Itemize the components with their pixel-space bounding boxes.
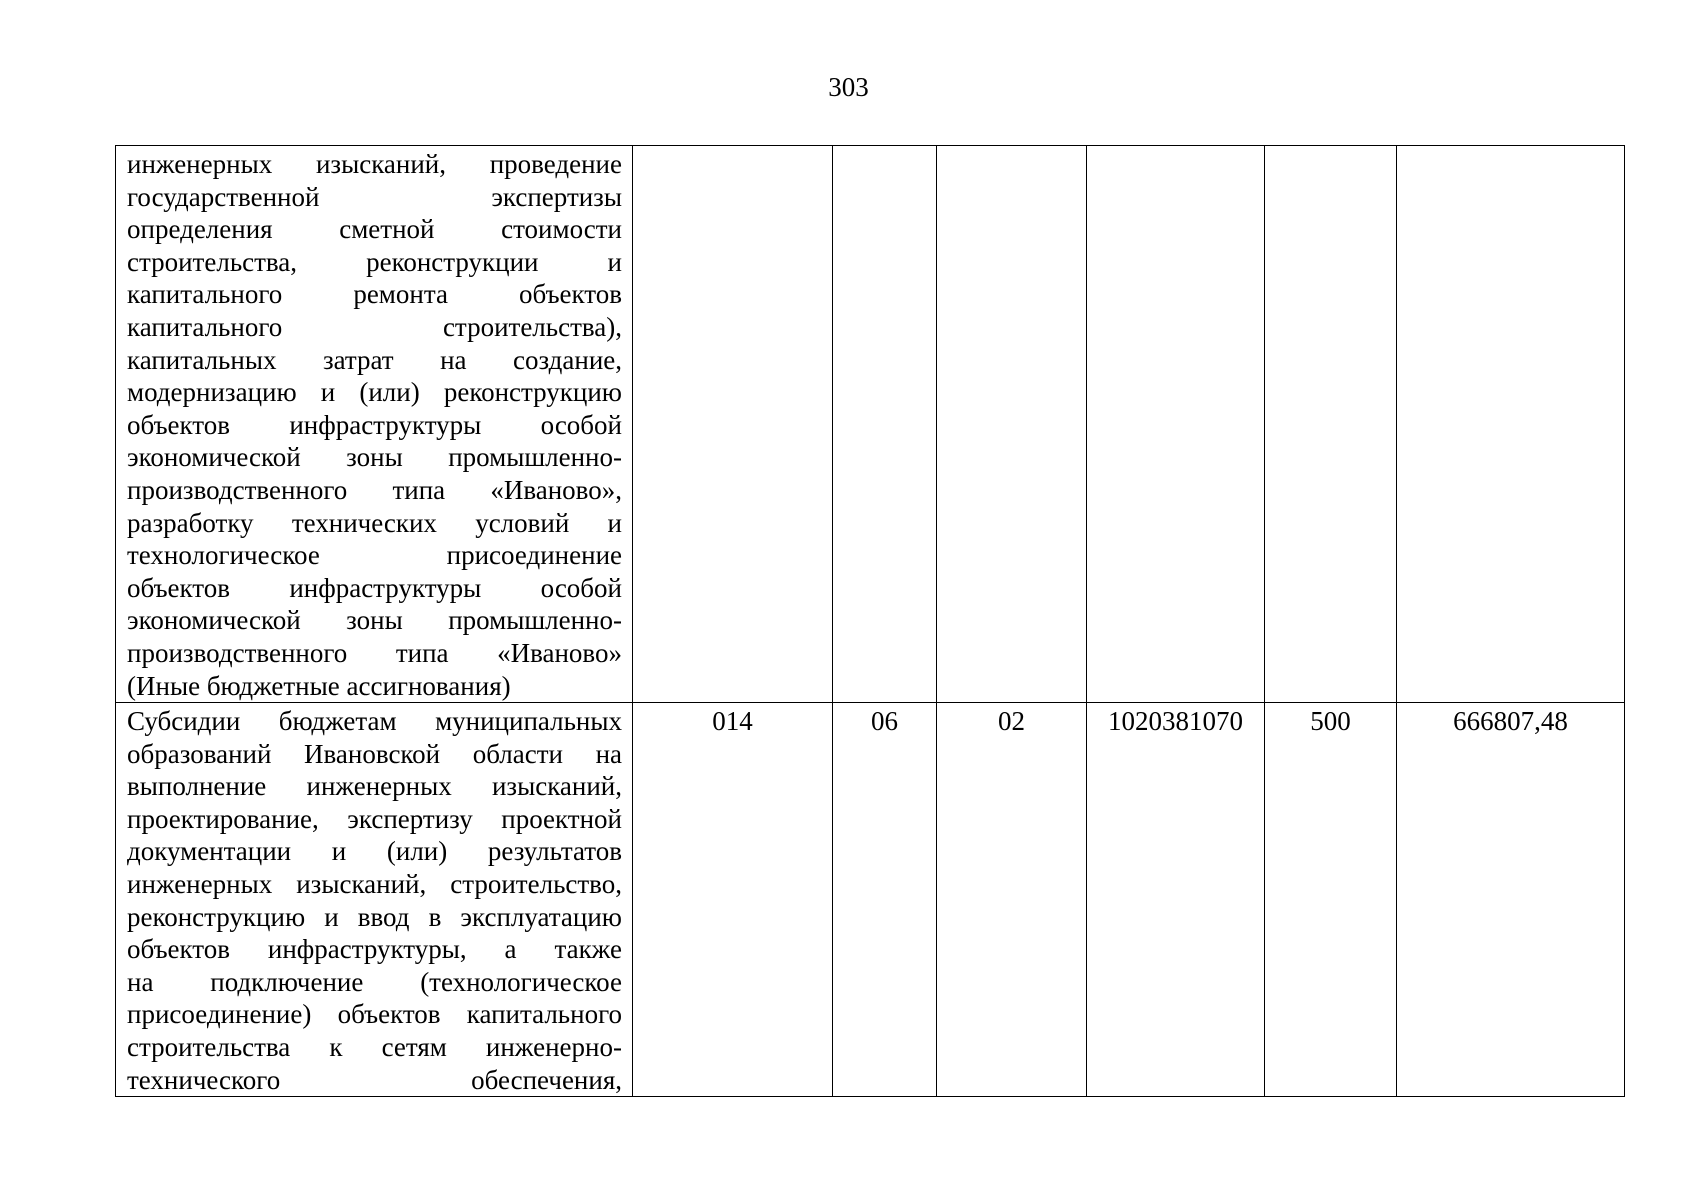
- description-line: объектов инфраструктуры особой: [127, 572, 622, 603]
- description-line: государственной экспертизы: [127, 181, 622, 212]
- description-line: строительства, реконструкции и: [127, 246, 622, 277]
- description-line: проектирование, экспертизу проектной: [127, 803, 622, 834]
- description-line: технологическое присоединение: [127, 540, 622, 571]
- description-line: экономической зоны промышленно-: [127, 605, 622, 636]
- target-article-cell: 1020381070: [1087, 703, 1265, 1097]
- section-code-cell: 06: [833, 703, 937, 1097]
- description-line: капитальных затрат на создание,: [127, 344, 622, 375]
- ministry-code-cell: [633, 146, 833, 703]
- description-line: определения сметной стоимости: [127, 214, 622, 245]
- table-row: [116, 703, 1625, 1097]
- budget-table: [115, 145, 1625, 1097]
- description-line: образований Ивановской области на: [127, 738, 622, 769]
- description-line: капитального строительства),: [127, 311, 622, 342]
- description-line: на подключение (технологическое: [127, 966, 622, 997]
- description-line: производственного типа «Иваново»,: [127, 474, 622, 505]
- description-line: реконструкцию и ввод в эксплуатацию: [127, 901, 622, 932]
- description-line: документации и (или) результатов: [127, 836, 622, 867]
- expense-type-cell: 500: [1265, 703, 1397, 1097]
- target-article-cell: [1087, 146, 1265, 703]
- description-line: инженерных изысканий, проведение: [127, 149, 622, 179]
- expense-type-cell: [1265, 146, 1397, 703]
- description-line: выполнение инженерных изысканий,: [127, 771, 622, 802]
- ministry-code-cell: 014: [633, 703, 833, 1097]
- description-line: разработку технических условий и: [127, 507, 622, 538]
- description-line: экономической зоны промышленно-: [127, 442, 622, 473]
- description-line: Субсидии бюджетам муниципальных: [127, 706, 622, 737]
- row-description: [116, 146, 633, 703]
- page-number: 303: [828, 72, 869, 102]
- description-line: производственного типа «Иваново»: [127, 637, 622, 668]
- amount-cell: [1397, 146, 1625, 703]
- subsection-code-cell: 02: [937, 703, 1087, 1097]
- section-code-cell: [833, 146, 937, 703]
- description-line: технического обеспечения,: [127, 1064, 622, 1095]
- description-line: объектов инфраструктуры особой: [127, 409, 622, 440]
- subsection-code-cell: [937, 146, 1087, 703]
- table-row: [116, 146, 1625, 703]
- description-line: капитального ремонта объектов: [127, 279, 622, 310]
- description-line: (Иные бюджетные ассигнования): [127, 670, 511, 701]
- description-line: модернизацию и (или) реконструкцию: [127, 377, 622, 408]
- description-line: строительства к сетям инженерно-: [127, 1032, 622, 1063]
- description-line: присоединение) объектов капитального: [127, 999, 622, 1030]
- amount-cell: 666807,48: [1397, 703, 1625, 1097]
- row-description: [116, 703, 633, 1097]
- description-line: объектов инфраструктуры, а также: [127, 934, 622, 965]
- description-line: инженерных изысканий, строительство,: [127, 869, 622, 900]
